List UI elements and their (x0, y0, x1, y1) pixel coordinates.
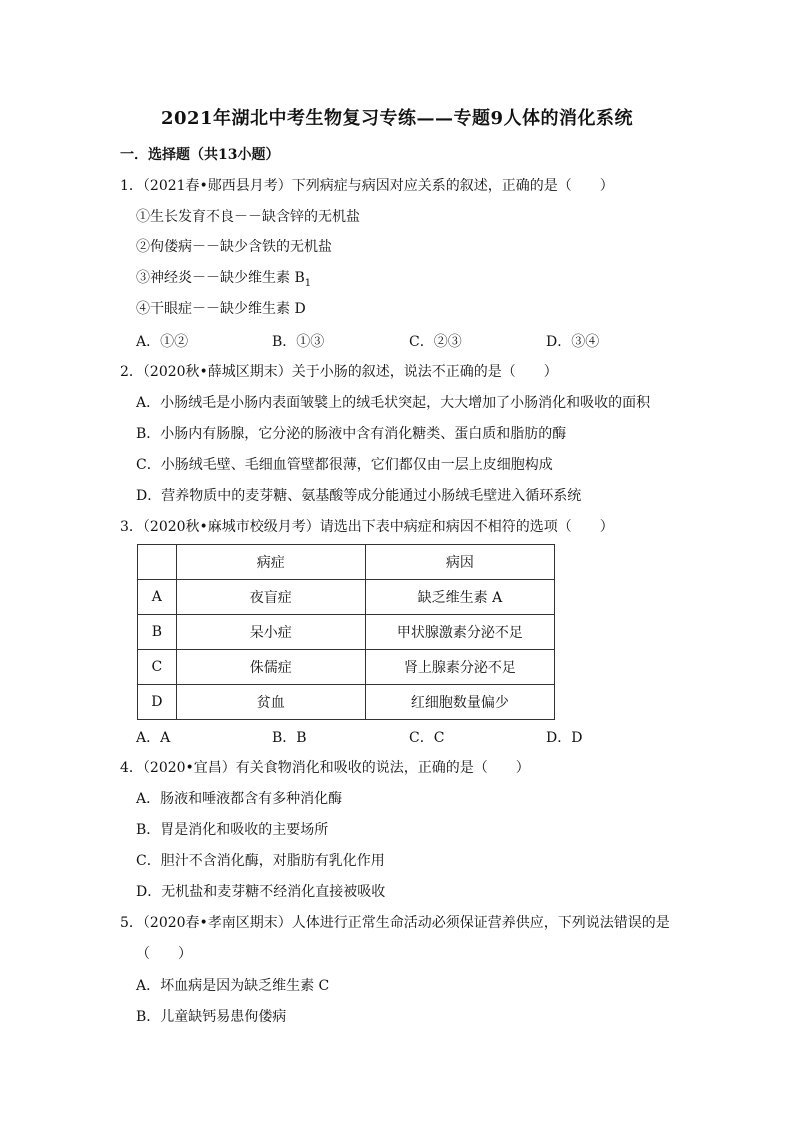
question-5-stem: 5．（2020春•孝南区期末）人体进行正常生命活动必须保证营养供应，下列说法错误的是 (120, 915, 670, 931)
question-1-choice-a: A．①② (136, 334, 189, 350)
question-3-choices (136, 727, 696, 747)
question-3-stem: 3．（2020秋•麻城市校级月考）请选出下表中病症和病因不相符的选项（ ） (120, 519, 614, 535)
table-cell: C (138, 650, 177, 685)
question-2-stem: 2．（2020秋•薛城区期末）关于小肠的叙述，说法不正确的是（ ） (120, 364, 558, 380)
table-row (138, 685, 555, 720)
question-3-choice-a: A．A (136, 730, 171, 746)
table-cell: 呆小症 (176, 615, 365, 650)
table-header-row (138, 545, 555, 580)
table-row (138, 615, 555, 650)
table-cell: 缺乏维生素 A (365, 580, 554, 615)
table-cell: 贫血 (176, 685, 365, 720)
question-3-table (137, 544, 555, 720)
question-4-option-d: D．无机盐和麦芽糖不经消化直接被吸收 (136, 884, 386, 900)
question-4-option-b: B．胃是消化和吸收的主要场所 (136, 822, 329, 838)
table-cell: 甲状腺激素分泌不足 (365, 615, 554, 650)
question-1-choice-c: C．②③ (409, 334, 462, 350)
question-1-choice-d: D．③④ (546, 334, 600, 350)
table-header-cell (138, 545, 177, 580)
table-cell: 红细胞数量偏少 (365, 685, 554, 720)
question-5-option-a: A．坏血病是因为缺乏维生素 C (136, 978, 330, 994)
question-3-choice-b: B．B (272, 730, 307, 746)
question-1-choice-b: B．①③ (272, 334, 325, 350)
table-cell: 肾上腺素分泌不足 (365, 650, 554, 685)
document-title: 2021年湖北中考生物复习专练——专题9人体的消化系统 (160, 108, 634, 129)
question-5-stem-bracket: （ ） (136, 946, 192, 962)
question-1-item-4: ④干眼症－－缺少维生素 D (136, 301, 306, 317)
table-row (138, 650, 555, 685)
table-header-cell: 病症 (176, 545, 365, 580)
question-3-choice-c: C．C (409, 730, 445, 746)
question-2-option-a: A．小肠绒毛是小肠内表面皱襞上的绒毛状突起，大大增加了小肠消化和吸收的面积 (136, 395, 651, 411)
table-cell: 侏儒症 (176, 650, 365, 685)
section-heading: 一．选择题（共13小题） (120, 147, 280, 163)
question-2-option-c: C．小肠绒毛壁、毛细血管壁都很薄，它们都仅由一层上皮细胞构成 (136, 457, 553, 473)
table-cell: A (138, 580, 177, 615)
table-cell: B (138, 615, 177, 650)
question-1-item-3 (136, 268, 311, 294)
question-1-item-3-text: ③神经炎－－缺少维生素 B (136, 270, 305, 286)
question-4-option-a: A．肠液和唾液都含有多种消化酶 (136, 791, 343, 807)
table-cell: 夜盲症 (176, 580, 365, 615)
question-2-option-d: D．营养物质中的麦芽糖、氨基酸等成分能通过小肠绒毛壁进入循环系统 (136, 488, 582, 504)
question-1-item-2: ②佝偻病－－缺少含铁的无机盐 (136, 239, 332, 255)
table-cell: D (138, 685, 177, 720)
table-row (138, 580, 555, 615)
question-5-option-b: B．儿童缺钙易患佝偻病 (136, 1009, 287, 1025)
question-3-choice-d: D．D (546, 730, 583, 746)
question-1-item-1: ①生长发育不良－－缺含锌的无机盐 (136, 209, 360, 225)
table-header-cell: 病因 (365, 545, 554, 580)
question-1-choices (136, 331, 696, 351)
question-4-option-c: C．胆汁不含消化酶，对脂肪有乳化作用 (136, 853, 385, 869)
question-4-stem: 4．（2020•宜昌）有关食物消化和吸收的说法，正确的是（ ） (120, 760, 530, 776)
question-1-stem: 1．（2021春•郧西县月考）下列病症与病因对应关系的叙述，正确的是（ ） (120, 178, 614, 194)
question-1-item-3-subscript: 1 (304, 277, 312, 289)
question-2-option-b: B．小肠内有肠腺，它分泌的肠液中含有消化糖类、蛋白质和脂肪的酶 (136, 426, 567, 442)
